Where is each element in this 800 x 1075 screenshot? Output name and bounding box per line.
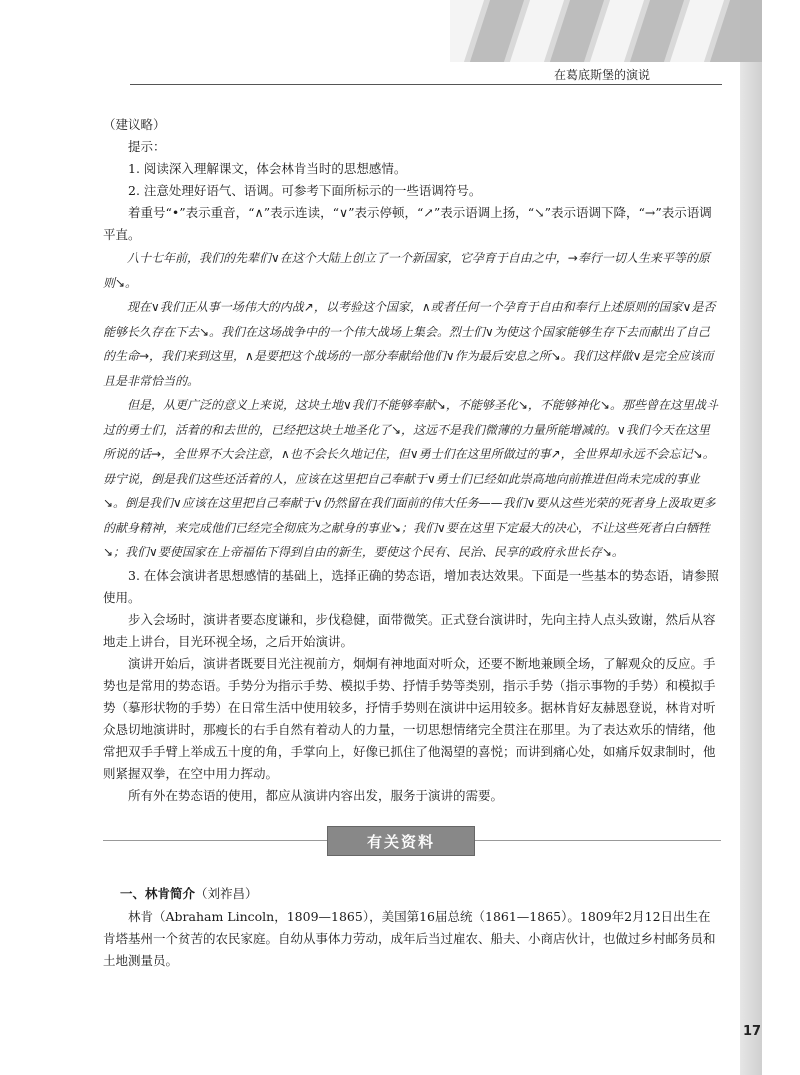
header-rule <box>130 84 722 85</box>
symbol-legend: 着重号“•”表示重音，“∧”表示连读，“∨”表示停顿，“↗”表示语调上扬，“↘”表示语调下降，“→”表示语调平直。 <box>103 205 712 242</box>
stage-paragraph: 步入会场时，演讲者要态度谦和，步伐稳健，面带微笑。正式登台演讲时，先向主持人点头致谢，然后从容地走上讲台，目光环视全场，之后开始演讲。 <box>103 611 716 649</box>
section-title-box <box>327 826 475 856</box>
sub-heading-author: （刘祚昌） <box>195 886 258 901</box>
section-rule-left <box>103 840 327 841</box>
main-content <box>103 114 721 807</box>
hint-label: 提示： <box>128 139 166 154</box>
tip-1: 1. 阅读深入理解课文，体会林肯当时的思想感情。 <box>128 161 407 176</box>
speech-paragraph-2: 现在∨我们正从事一场伟大的内战↗，以考验这个国家，∧或者任何一个孕育于自由和奉行上述原则的国家∨是否能够长久存在下去↘。我们在这场战争中的一个伟大战场上集会。烈士们∨为使这个国家能够生存下去而献出了自己的生命→，我们来到这里，∧是要把这个战场的一部分奉献给他们∨作为最后安息之所↘。我们这样做∨是完全应该而且是非常恰当的。 <box>103 300 716 388</box>
annotated-speech <box>103 246 721 565</box>
bio-paragraph: 林肯（Abraham Lincoln，1809—1865），美国第16届总统（1861—1865）。1809年2月12日出生在肯塔基州一个贫苦的农民家庭。自幼从事体力劳动，成年后当过雇农、船夫、小商店伙计，也做过乡村邮务员和土地测量员。 <box>103 909 716 968</box>
sub-heading <box>120 884 258 902</box>
section-title: 有关资料 <box>366 832 435 851</box>
gesture-paragraph: 演讲开始后，演讲者既要目光注视前方，炯炯有神地面对听众，还要不断地兼顾全场，了解观众的反应。手势也是常用的势态语。手势分为指示手势、模拟手势、抒情手势等类别，指示手势（指示事物的手势）和模拟手势（摹形状物的手势）在日常生活中使用较多，抒情手势则在演讲中运用较多。据林肯好友赫恩登说，林肯对听众恳切地演讲时，那瘦长的右手自然有着动人的力量，一切思想情绪完全贯注在那里。为了表达欢乐的情绪，他常把双手手臂上举成五十度的角，手掌向上，好像已抓住了他渴望的喜悦；而讲到痛心处，如痛斥奴隶制时，他则紧握双拳，在空中用力挥动。 <box>103 655 716 781</box>
sub-heading-title: 一、林肯简介 <box>120 886 196 901</box>
speech-paragraph-1: 八十七年前，我们的先辈们∨在这个大陆上创立了一个新国家，它孕育于自由之中，→奉行一切人生来平等的原则↘。 <box>103 251 710 290</box>
suggestion-omitted: （建议略） <box>103 117 166 132</box>
running-title: 在葛底斯堡的演说 <box>554 68 651 82</box>
speech-paragraph-3: 但是，从更广泛的意义上来说，这块土地∨我们不能够奉献↘，不能够圣化↘，不能够神化↘。那些曾在这里战斗过的勇士们，活着的和去世的，已经把这块土地圣化了↘，这远不是我们微薄的力量所能增减的。∨我们今天在这里所说的话→，全世界不大会注意，∧也不会长久地记住，但∨勇士们在这里所做过的事↗，全世界却永远不会忘记↘。毋宁说，倒是我们这些还活着的人，应该在这里把自己奉献于∨勇士们已经如此崇高地向前推进但尚未完成的事业↘。倒是我们∨应该在这里把自己奉献于∨仍然留在我们面前的伟大任务——我们∨要从这些光荣的死者身上汲取更多的献身精神，来完成他们已经完全彻底为之献身的事业↘；我们∨要在这里下定最大的决心，不让这些死者白白牺牲↘；我们∨要使国家在上帝福佑下得到自由的新生，要使这个民有、民治、民享的政府永世长存↘。 <box>103 398 718 559</box>
conclusion-paragraph: 所有外在势态语的使用，都应从演讲内容出发，服务于演讲的需要。 <box>128 787 504 803</box>
tip-3: 3. 在体会演讲者思想感情的基础上，选择正确的势态语，增加表达效果。下面是一些基本的势态语，请参照使用。 <box>103 567 719 605</box>
page-number: 17 <box>742 1024 762 1039</box>
header-decoration <box>450 0 740 62</box>
tip-2: 2. 注意处理好语气、语调。可参考下面所标示的一些语调符号。 <box>128 183 482 198</box>
section-rule-right <box>473 840 721 841</box>
page-edge-strip <box>740 0 762 1075</box>
bio-section <box>103 906 721 972</box>
